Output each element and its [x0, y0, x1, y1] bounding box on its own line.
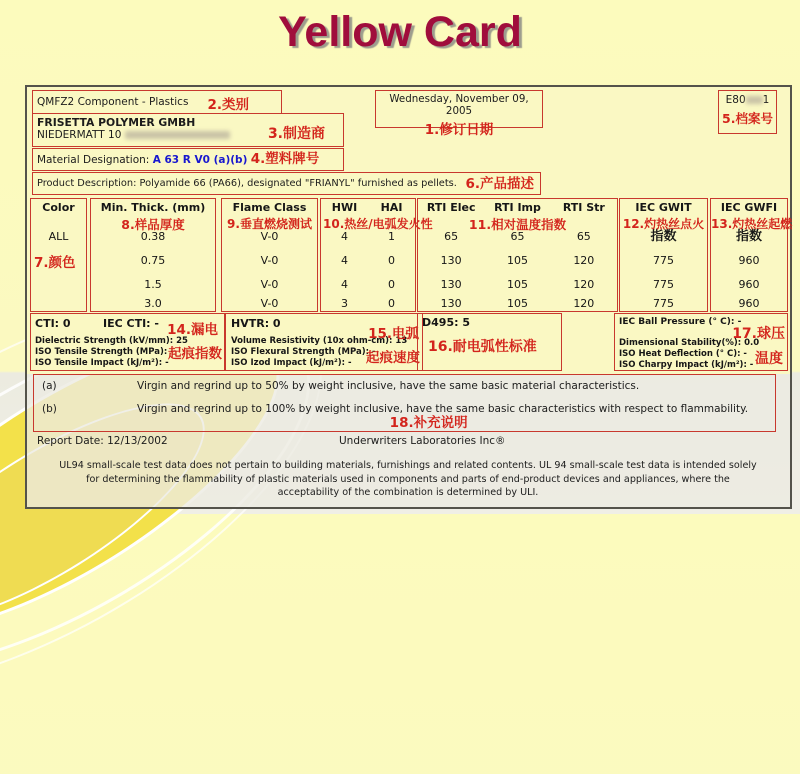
table-cell: V-0 — [260, 230, 279, 243]
table-cell: V-0 — [260, 297, 279, 310]
rti-elec-header: RTI Elec — [426, 201, 476, 214]
hvtr-annotation-line1: 15.电弧 — [368, 326, 419, 342]
revision-date-text: Wednesday, November 09, 2005 — [389, 93, 529, 117]
column-rti — [417, 198, 618, 312]
iso-heat-deflection: ISO Heat Deflection (° C): - — [619, 349, 747, 359]
gwfi-annotation-line1: 13.灼热丝起燃 — [711, 217, 793, 231]
iso-flexural-strength: ISO Flexural Strength (MPa): - — [231, 347, 376, 357]
manufacturer-address-redaction — [125, 131, 230, 139]
table-cell: 0.38 — [140, 230, 166, 243]
cti-annotation-line1: 14.漏电 — [167, 322, 218, 338]
table-cell: 4 0 — [341, 278, 395, 291]
table-cell: 3 0 — [341, 297, 395, 310]
table-cell: 960 — [738, 278, 760, 291]
column-gwit — [619, 198, 708, 312]
disclaimer-text: UL94 small-scale test data does not pertain to building materials, furnishings and related contents. UL 94 small-scale test data is intended solely for determining the flammability of plastic materials used in components and parts of end-product devices and appliances, where the acceptability of the combination is determined by ULI. — [59, 460, 757, 498]
manufacturer-box — [32, 113, 344, 147]
color-header: Color — [42, 201, 75, 214]
cti-value: CTI: 0 — [35, 317, 71, 330]
category-annotation: 2.类别 — [207, 97, 249, 113]
flame-class-annotation: 9.垂直燃烧测试 — [227, 217, 312, 231]
file-number-box — [718, 90, 777, 134]
product-description-box — [32, 172, 541, 195]
manufacturer-name: FRISETTA POLYMER GMBH — [37, 116, 196, 129]
material-designation-annotation: 4.塑料牌号 — [250, 151, 320, 167]
hvtr-block — [225, 313, 423, 371]
table-cell: 775 — [653, 297, 674, 310]
ratings-table — [29, 198, 793, 312]
rti-annotation: 11.相对温度指数 — [468, 217, 567, 232]
ul-organization: Underwriters Laboratories Inc® — [339, 435, 506, 447]
cti-annotation-line2: 起痕指数 — [168, 346, 222, 362]
table-cell: 1.5 — [144, 278, 162, 291]
dimensional-stability: Dimensional Stability(%): 0.0 — [619, 338, 760, 348]
manufacturer-annotation: 3.制造商 — [267, 126, 325, 142]
d495-block — [417, 313, 562, 371]
column-hwi-hai — [320, 198, 433, 312]
rti-imp-header: RTI Imp — [494, 201, 541, 214]
file-number-redaction — [746, 96, 763, 104]
column-flame-class — [221, 198, 318, 312]
table-cell: 130 105 120 — [440, 278, 595, 291]
revision-date-annotation: 1.修订日期 — [424, 122, 494, 138]
hvtr-annotation-line2: 起痕速度 — [366, 350, 420, 366]
gwit-header: IEC GWIT — [635, 201, 692, 214]
material-designation-value: A 63 R V0 (a)(b) — [152, 154, 248, 166]
gwit-annotation-line2: 指数 — [650, 229, 677, 244]
min-thickness-annotation: 8.样品厚度 — [121, 217, 185, 232]
iso-izod-impact: ISO Izod Impact (kJ/m²): - — [231, 358, 352, 368]
rti-str-header: RTI Str — [562, 201, 605, 214]
file-number-annotation: 5.档案号 — [722, 111, 773, 126]
file-number-prefix: E80 — [725, 94, 746, 106]
iec-ball-pressure: IEC Ball Pressure (° C): - — [619, 317, 742, 327]
table-cell: 960 — [738, 297, 760, 310]
footnote-a-text: Virgin and regrind up to 50% by weight inclusive, have the same basic material characteristics. — [137, 380, 640, 392]
yellow-card — [25, 85, 792, 509]
hwi-hai-annotation: 10.热丝/电弧发火性 — [323, 217, 433, 231]
product-description-annotation: 6.产品描述 — [465, 176, 534, 192]
color-annotation: 7.颜色 — [34, 255, 76, 271]
hai-header: HAI — [380, 201, 403, 214]
material-designation-box — [32, 148, 344, 171]
table-cell: V-0 — [260, 278, 279, 291]
category-text: QMFZ2 Component - Plastics — [37, 96, 189, 108]
d495-annotation: 16.耐电弧性标准 — [428, 339, 537, 355]
footnotes-box — [33, 374, 776, 432]
iec-cti-value: IEC CTI: - — [103, 317, 159, 330]
table-cell: V-0 — [260, 254, 279, 267]
category-box — [32, 90, 282, 114]
color-value: ALL — [48, 230, 69, 243]
hwi-hai-header — [321, 201, 415, 214]
gwit-annotation-line1: 12.灼热丝点火 — [622, 217, 705, 231]
report-date: Report Date: 12/13/2002 — [37, 435, 168, 447]
table-cell: 0.75 — [140, 254, 166, 267]
table-cell: 4 1 — [341, 230, 395, 243]
column-gwfi — [710, 198, 793, 312]
page-title: Yellow Card — [278, 8, 522, 56]
cti-block — [30, 313, 225, 371]
ball-pressure-block — [614, 313, 788, 371]
rti-header — [418, 201, 617, 214]
footnote-b-label: (b) — [42, 403, 57, 415]
table-cell: 4 0 — [341, 254, 395, 267]
table-cell: 65 65 65 — [444, 230, 591, 243]
material-designation-label: Material Designation: — [37, 154, 150, 166]
file-number-suffix: 1 — [762, 94, 770, 106]
footnotes-annotation: 18.补充说明 — [389, 415, 468, 431]
table-cell: 775 — [653, 278, 674, 291]
table-cell: 130 105 120 — [440, 254, 595, 267]
iso-tensile-impact: ISO Tensile Impact (kJ/m²): - — [35, 358, 169, 368]
column-color — [30, 198, 87, 312]
product-description-text: Product Description: Polyamide 66 (PA66), designated "FRIANYL" furnished as pellets. — [37, 178, 457, 189]
ball-pressure-annotation-line2: 温度 — [755, 351, 783, 367]
property-row — [29, 313, 788, 371]
file-number — [719, 94, 776, 106]
table-cell: 775 — [653, 254, 674, 267]
d495-value: D495: 5 — [422, 316, 470, 329]
revision-date-box — [375, 90, 543, 138]
footnote-b-text: Virgin and regrind up to 100% by weight inclusive, have the same basic characteristics with respect to flammability. — [137, 403, 749, 415]
table-cell: 130 105 120 — [440, 297, 595, 310]
table-cell: 3.0 — [144, 297, 162, 310]
table-cell: 960 — [738, 254, 760, 267]
iso-tensile-strength: ISO Tensile Strength (MPa): - — [35, 347, 174, 357]
flame-class-header: Flame Class — [232, 201, 307, 214]
min-thickness-header: Min. Thick. (mm) — [100, 201, 206, 214]
iso-charpy-impact: ISO Charpy Impact (kJ/m²): - — [619, 360, 754, 370]
hvtr-value: HVTR: 0 — [231, 317, 281, 330]
gwfi-annotation-line2: 指数 — [735, 229, 762, 244]
gwfi-header: IEC GWFI — [720, 201, 778, 214]
ball-pressure-annotation-line1: 17.球压 — [732, 326, 785, 342]
manufacturer-address-visible: NIEDERMATT 10 — [37, 129, 122, 141]
dielectric-strength: Dielectric Strength (kV/mm): 25 — [35, 336, 188, 346]
hwi-header: HWI — [331, 201, 358, 214]
column-min-thickness — [90, 198, 216, 312]
volume-resistivity: Volume Resistivity (10x ohm-cm): 13 — [231, 336, 408, 346]
footnote-a-label: (a) — [42, 380, 57, 392]
